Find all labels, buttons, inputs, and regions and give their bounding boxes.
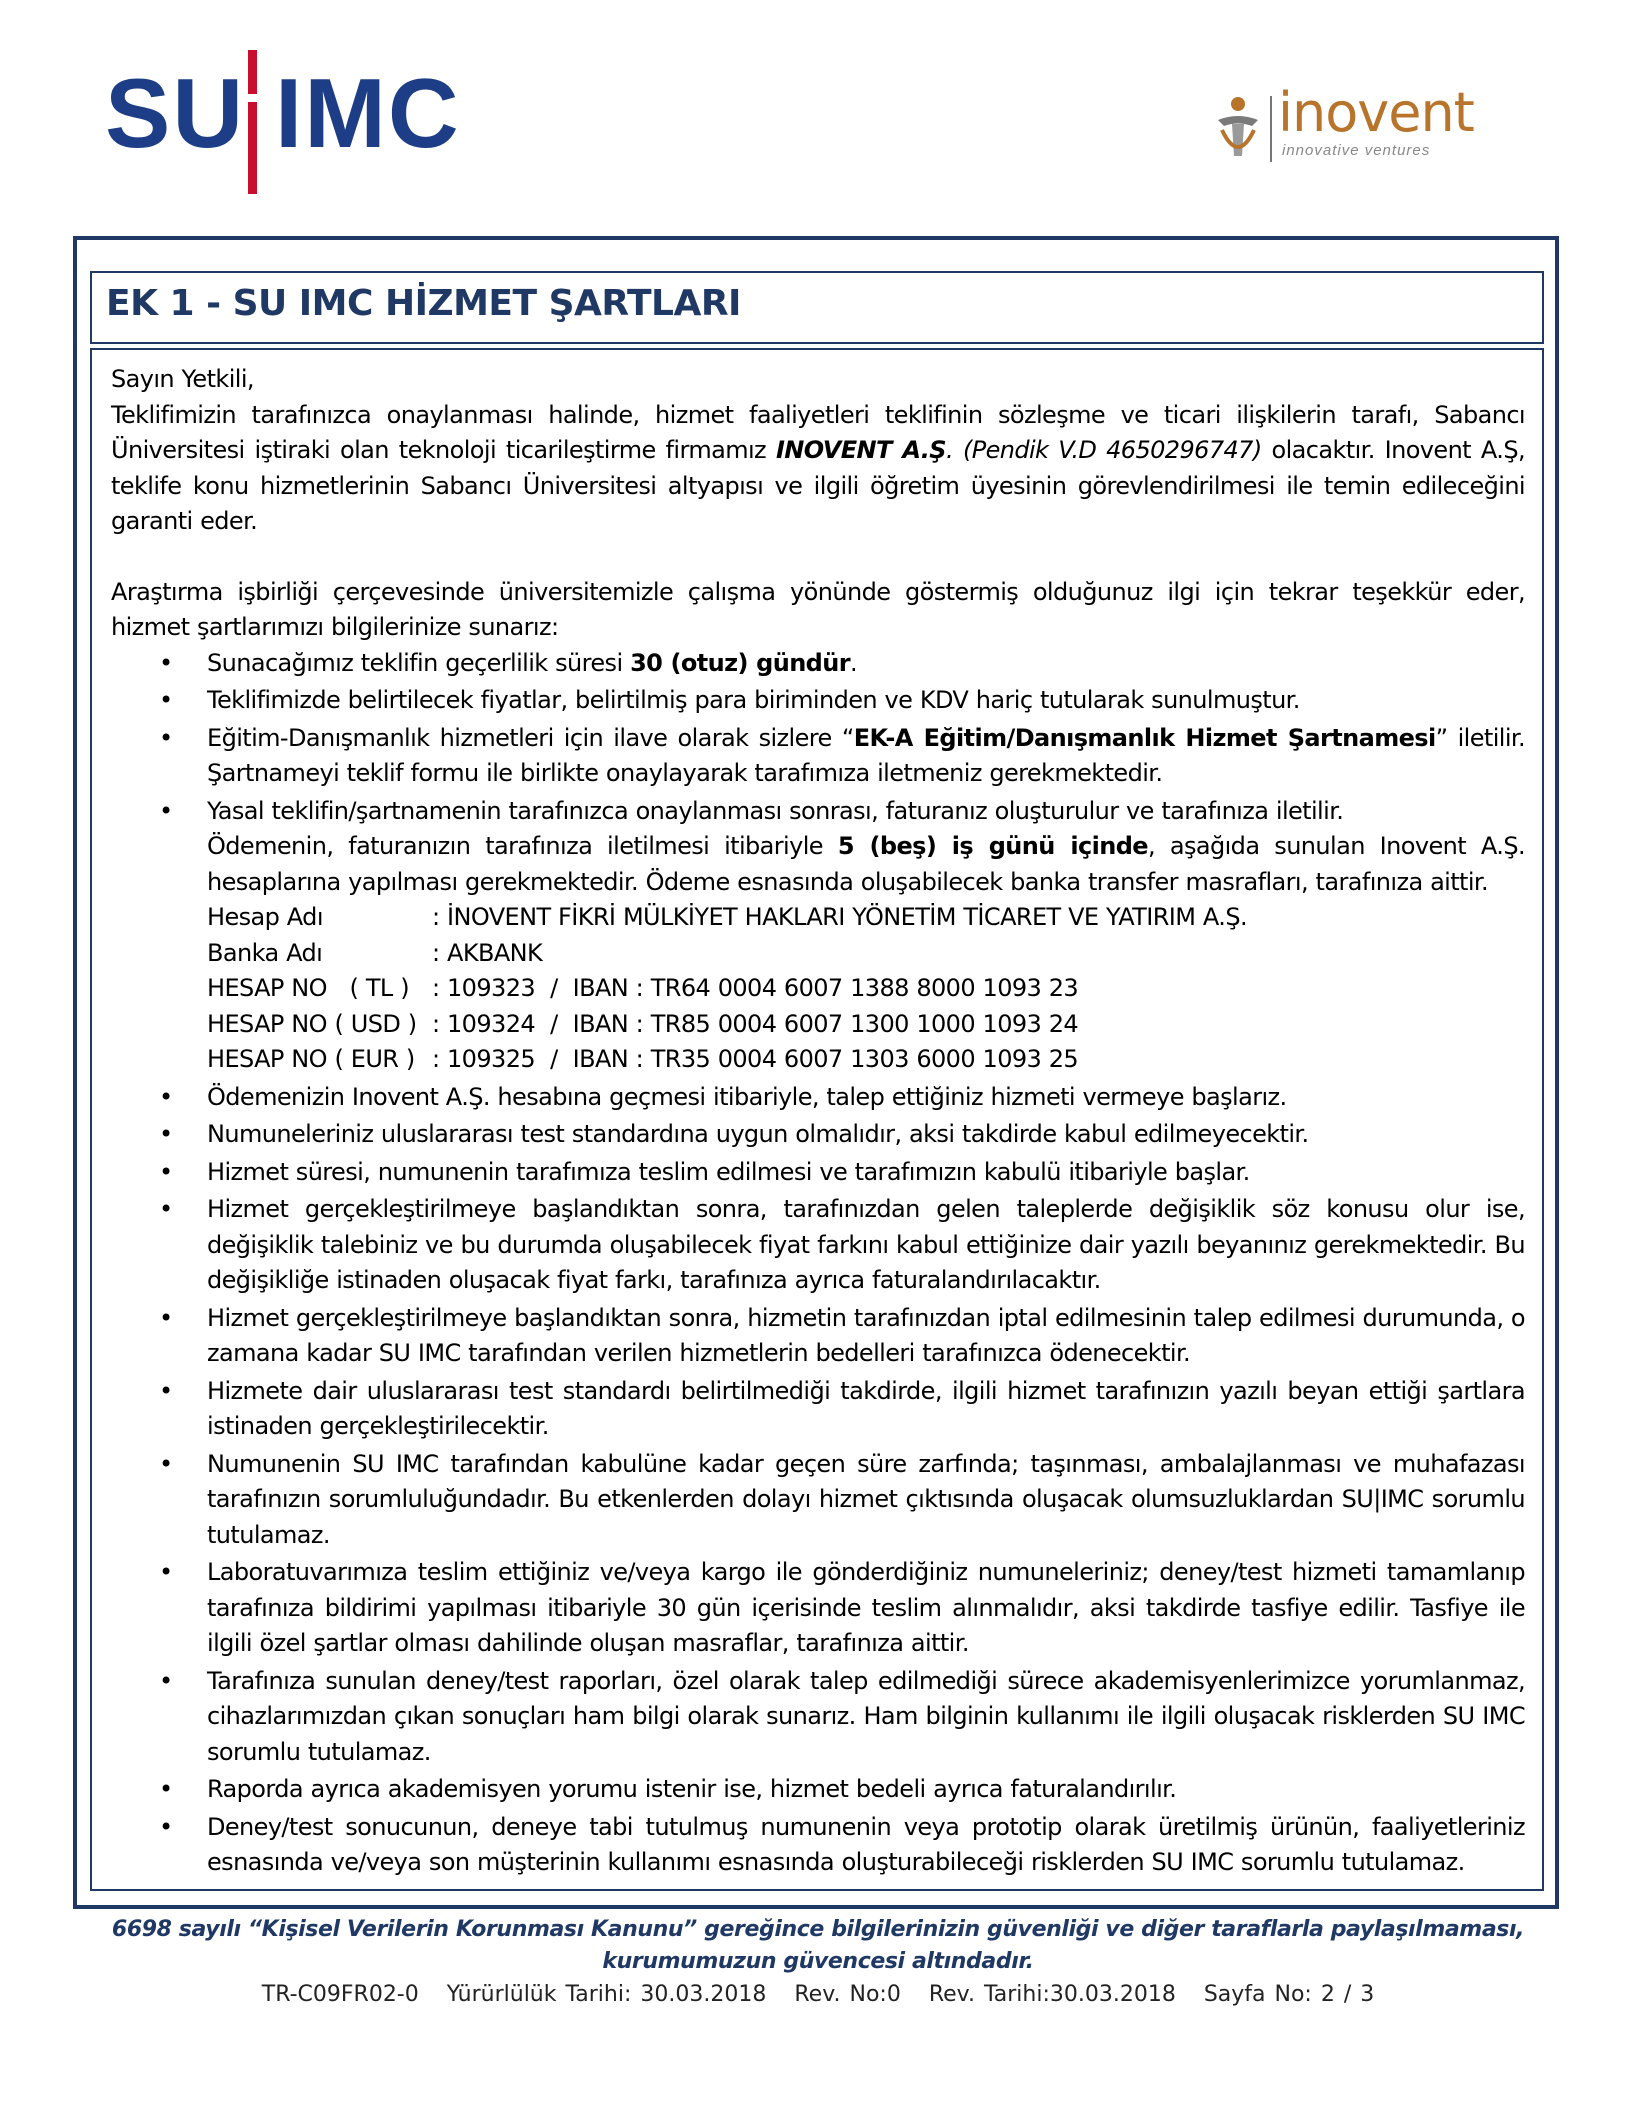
lead-paragraph: Araştırma işbirliği çerçevesinde üniversitemizle çalışma yönünde göstermiş olduğunuz ilgi için tekrar teşekkür eder, hizmet şartlarımızı bilgilerinize sunarız:	[111, 577, 1525, 641]
account-value: : AKBANK	[432, 938, 543, 967]
revision-number: Rev. No:0	[794, 1982, 901, 2007]
bullet-icon: •	[159, 1449, 173, 1478]
page-footer	[60, 1914, 1576, 2007]
inovent-mark-icon	[1212, 94, 1264, 164]
item-text: Ödemenin, faturanızın tarafınıza iletilmesi itibariyle	[207, 832, 838, 860]
item-text: Hizmet süresi, numunenin tarafımıza teslim edilmesi ve tarafımızın kabulü itibariyle başlar.	[207, 1157, 1250, 1186]
item-text: Numuneleriniz uluslararası test standardına uygun olmalıdır, aksi takdirde kabul edilmeyecektir.	[207, 1120, 1309, 1148]
bullet-icon: •	[159, 1376, 173, 1405]
account-value: : 109325 / IBAN : TR35 0004 6007 1303 6000 1093 25	[432, 1045, 1079, 1073]
item-text: Deney/test sonucunun, deneye tabi tutulmuş numunenin veya prototip olarak üretilmiş ürünün, faaliyetleriniz esnasında ve/veya son müşterinin kullanımı esnasında oluşturabileceği risklerden SU IMC sorumlu tutulamaz.	[207, 1812, 1525, 1876]
document-meta	[60, 1982, 1576, 2007]
item-text: Eğitim-Danışmanlık hizmetleri için ilave olarak sizlere “	[207, 723, 854, 752]
item-text: Tarafınıza sunulan deney/test raporları, özel olarak talep edilmediği sürece akademisyenlerimizce yorumlanmaz, cihazlarımızdan çıkan sonuçları ham bilgi olarak sunarız. Ham bilginin kullanımı ile ilgili oluşacak risklerden SU IMC sorumlu tutulamaz.	[207, 1666, 1525, 1766]
doc-code: TR-C09FR02-0	[261, 1982, 419, 2007]
bullet-icon: •	[159, 1303, 173, 1332]
list-item	[111, 1192, 1525, 1299]
page-title: EK 1 - SU IMC HİZMET ŞARTLARI	[106, 283, 741, 324]
bullet-icon: •	[159, 1082, 173, 1111]
item-bold: 5 (beş) iş günü içinde	[837, 832, 1148, 860]
bullet-icon: •	[159, 1195, 173, 1223]
list-item	[111, 646, 1525, 682]
bullet-icon: •	[159, 1666, 173, 1695]
logo-red-bar-top	[248, 50, 257, 94]
list-item	[111, 1374, 1525, 1445]
item-text: Hizmet gerçekleştirilmeye başlandıktan sonra, tarafınızdan gelen taleplerde değişiklik söz konusu olur ise, değişiklik talebiniz ve bu durumda oluşabilecek fiyat farkını kabul ettiğinize dair yazılı beyanınız gerekmektedir. Bu değişikliğe istinaden oluşacak fiyat farkı, tarafınıza ayrıca faturalandırılacaktır.	[207, 1195, 1525, 1294]
list-item	[111, 1301, 1525, 1372]
intro-text-1: Teklifimizin tarafınızca onaylanması halinde, hizmet faaliyetleri teklifinin sözleşme ve ticari ilişkilerin tarafı, Sabancı Üniversitesi iştiraki olan teknoloji ticarileştirme firmamız	[111, 400, 1525, 464]
bullet-icon: •	[159, 686, 173, 714]
terms-body	[111, 362, 1525, 1883]
revision-date: Rev. Tarihi:30.03.2018	[928, 1982, 1176, 2007]
item-text: .	[849, 648, 858, 677]
item-text: ” iletilir. Şartnameyi teklif formu ile birlikte onaylayarak tarafımıza iletmeniz gerekmektedir.	[207, 723, 1525, 787]
list-item	[111, 721, 1525, 792]
item-text: Sunacağımız teklifin geçerlilik süresi	[207, 648, 631, 677]
account-label: Hesap Adı	[207, 903, 323, 931]
item-bold: 30 (otuz) gündür	[630, 648, 850, 677]
logo-imc-text: IMC	[275, 58, 461, 168]
account-label: HESAP NO ( EUR )	[207, 1045, 415, 1073]
list-item	[111, 1555, 1525, 1662]
item-text: Teklifimizde belirtilecek fiyatlar, belirtilmiş para biriminden ve KDV hariç tutularak sunulmuştur.	[207, 686, 1300, 714]
effective-date: Yürürlülük Tarihi: 30.03.2018	[446, 1982, 767, 2007]
list-item-payment	[111, 794, 1525, 1078]
company-name: INOVENT A.Ş	[775, 436, 946, 464]
privacy-note-line-1: 6698 sayılı “Kişisel Verilerin Korunması Kanunu” gereğince bilgilerinizin güvenliği ve diğer taraflarla paylaşılmaması,	[111, 1917, 1525, 1942]
inovent-tagline: innovative ventures	[1282, 142, 1431, 159]
logo-su-text: SU	[105, 58, 246, 168]
greeting: Sayın Yetkili,	[111, 365, 254, 393]
terms-list	[111, 646, 1525, 1881]
list-item	[111, 1447, 1525, 1554]
bullet-icon: •	[159, 1120, 173, 1148]
inovent-separator	[1270, 96, 1272, 162]
item-text: Numunenin SU IMC tarafından kabulüne kadar geçen süre zarfında; taşınması, ambalajlanması ve muhafazası tarafınızın sorumluluğundadır. Bu etkenlerden dolayı hizmet çıktısında oluşacak olumsuzluklardan SU|IMC sorumlu tutulamaz.	[207, 1449, 1525, 1549]
suimc-logo	[100, 42, 460, 202]
item-text: Raporda ayrıca akademisyen yorumu istenir ise, hizmet bedeli ayrıca faturalandırılır.	[207, 1775, 1177, 1803]
bullet-icon: •	[159, 796, 173, 825]
account-value: : İNOVENT FİKRİ MÜLKİYET HAKLARI YÖNETİM TİCARET VE YATIRIM A.Ş.	[432, 903, 1247, 931]
bank-account-table	[207, 900, 1525, 1078]
bullet-icon: •	[159, 1157, 173, 1186]
intro-text-3: olacaktır. Inovent A.Ş, teklife konu hizmetlerinin Sabancı Üniversitesi altyapısı ve ilgili öğretim üyesinin görevlendirilmesi ile temin edileceğini garanti eder.	[111, 436, 1525, 535]
inovent-logo	[1212, 81, 1474, 172]
item-text: Yasal teklifin/şartnamenin tarafınızca onaylanması sonrası, faturanız oluşturulur ve tarafınıza iletilir.	[207, 796, 1344, 825]
list-item	[111, 1117, 1525, 1153]
intro-text-2: .	[946, 436, 963, 464]
item-text: Ödemenizin Inovent A.Ş. hesabına geçmesi itibariyle, talep ettiğiniz hizmeti vermeye başlarız.	[207, 1082, 1287, 1111]
tax-office: (Pendik V.D 4650296747)	[962, 436, 1262, 464]
privacy-note-line-2: kurumumuzun güvencesi altındadır.	[602, 1949, 1034, 1974]
item-text: , aşağıda sunulan Inovent A.Ş. hesaplarına yapılması gerekmektedir. Ödeme esnasında oluşabilecek banka transfer masrafları, tarafınıza aittir.	[207, 832, 1526, 896]
list-item	[111, 1080, 1525, 1116]
bullet-icon: •	[159, 1812, 173, 1841]
account-label: HESAP NO ( USD )	[207, 1009, 417, 1038]
list-item	[111, 683, 1525, 719]
bullet-icon: •	[159, 648, 173, 677]
item-text: Hizmete dair uluslararası test standardı belirtilmediği takdirde, ilgili hizmet tarafınızın yazılı beyan ettiği şartlara istinaden gerçekleştirilecektir.	[207, 1376, 1525, 1440]
list-item	[111, 1155, 1525, 1191]
item-text: Laboratuvarımıza teslim ettiğiniz ve/veya kargo ile gönderdiğiniz numuneleriniz; deney/test hizmeti tamamlanıp tarafınıza bildirimi yapılması itibariyle 30 gün içerisinde teslim alınmalıdır, aksi takdirde tasfiye edilir. Tasfiye ile ilgili özel şartlar olması dahilinde oluşan masraflar, tarafınıza aittir.	[207, 1558, 1525, 1657]
intro-paragraph	[111, 398, 1525, 540]
bullet-icon: •	[159, 723, 173, 752]
logo-red-bar-bottom	[248, 102, 257, 194]
account-value: : 109323 / IBAN : TR64 0004 6007 1388 8000 1093 23	[432, 974, 1079, 1002]
list-item	[111, 1810, 1525, 1881]
list-item	[111, 1664, 1525, 1771]
list-item	[111, 1772, 1525, 1808]
inovent-wordmark: inovent	[1278, 81, 1474, 144]
item-bold: EK-A Eğitim/Danışmanlık Hizmet Şartnamesi	[853, 723, 1436, 752]
page-number: Sayfa No: 2 / 3	[1203, 1982, 1375, 2007]
bullet-icon: •	[159, 1775, 173, 1803]
account-value: : 109324 / IBAN : TR85 0004 6007 1300 1000 1093 24	[432, 1009, 1079, 1038]
bullet-icon: •	[159, 1558, 173, 1586]
title-box	[90, 271, 1544, 344]
account-label: Banka Adı	[207, 938, 323, 967]
account-label: HESAP NO ( TL )	[207, 974, 409, 1002]
item-text: Hizmet gerçekleştirilmeye başlandıktan sonra, hizmetin tarafınızdan iptal edilmesinin talep edilmesi durumunda, o zamana kadar SU IMC tarafından verilen hizmetlerin bedelleri tarafınızca ödenecektir.	[207, 1303, 1525, 1367]
